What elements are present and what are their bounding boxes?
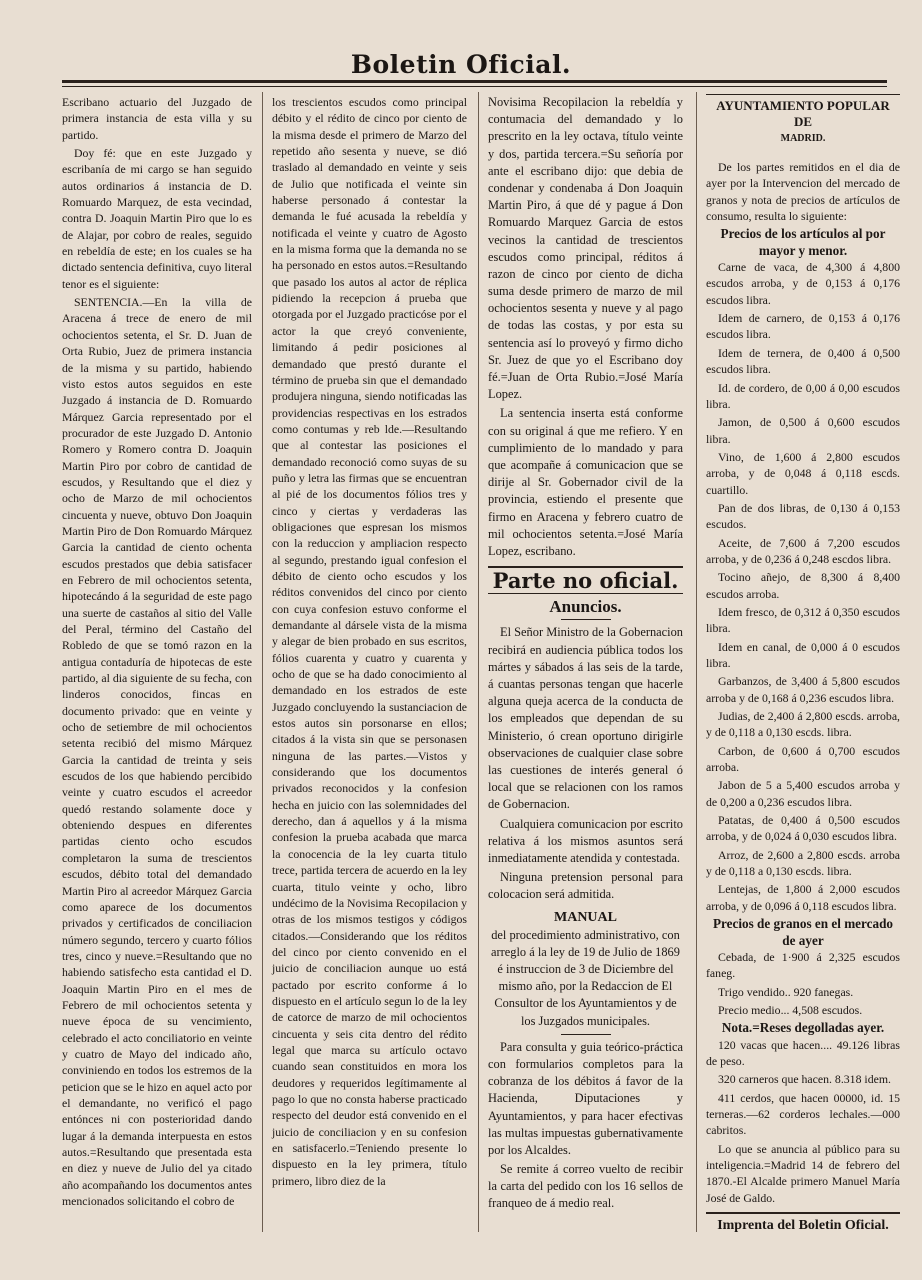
paragraph: Se remite á correo vuelto de recibir la carta del pedido con los 16 sellos de franqueo de á medio real. [488,1162,683,1211]
printer-footer: Imprenta del Boletin Oficial. [706,1212,900,1234]
price-item: Pan de dos libras, de 0,130 á 0,153 escudos. [706,500,900,532]
price-item: Id. de cordero, de 0,00 á 0,00 escudos libra. [706,380,900,411]
prices-title: Precios de los artículos al por mayor y menor. [720,226,886,258]
madrid-heading: MADRID. [780,132,826,144]
manual-text: del procedimiento administrativo, con arreglo á la ley de 19 de Julio de 1869 é instruccion de 3 de Diciembre del mismo año, por la Redaccion de El Consultor de los Ayuntamientos y de los Juzgados municipales. [491,927,680,1028]
nota-item: 320 carneros que hacen. 8.318 idem. [718,1072,891,1087]
column-divider [262,92,263,1232]
price-item: Tocino añejo, de 8,300 á 8,400 escudos arroba. [706,570,900,601]
granos-item: Trigo vendido.. 920 fanegas. [718,984,854,999]
paragraph: Doy fé: que en este Juzgado y escribanía de mi cargo se han seguido autos ordinarios á instancia de D. Romuardo Marquez, de esta vecindad, contra D. Joaquin Martin Piro que lo es de Alajar, por cobro de reales, seguido en rebeldía de este; en los cuales se ha dictado sentencia definitiva, cuyo literal tenor es el siguiente: [62,146,252,291]
nota-title: Nota.=Reses degolladas ayer. [721,1020,885,1036]
paragraph: los trescientos escudos como principal débito y el rédito de cinco por ciento de la misma desde el primero de Marzo del repetido año sesenta y nueve, se dió traslado al demandado en veinte y seis de Julio que notificada el veinte sin haberse personado á contestar la demanda le fué acusada la rebeldía y notificada el veinte y cuatro de Agosto en la misma forma que la demanda no se ha personado en estos autos.=Resultando que pasado los autos al actor de réplica pidiendo la recepcion á prueba que otorgada por el Juzgado practicóse por el actor la que creyó conveniente, limitando á pedir posiciones al demandado que prestó durante el término de prueba sin que el demandado produjera ninguna, siendo notificadas las providencias respectivas en los estrados como contumas y reb lde.—Resultando que al contestar las posiciones el demandado reconoció como suyas de su puño y letra las firmas que se encuentran al pié de los documentos fólios tres y cinco y ciertas y verdaderas las obligaciones que espresan los mismos con la reduccion y ampliacion respecto al segundo, prestando igual confesion el débito de ciento ocho escudos y los réditos convenidos del cinco por ciento con cuya confesion estuvo conforme el demandante al dársele vista de la misma y alegar de bien probado en sus escritos, fólios cuarenta y cuatro y cuarenta y ocho de que se ha dado conocimiento al demandado en los estrados de este Juzgado concluyendo la sustanciacion de estos autos sin porsonarse en ellos; citados á la vista sin que se personasen ninguna de las partes.—Vistos y considerando que los documentos privados reconocidos y la confesion hecha en juicio con las solemnidades del derecho, dan á aquellos y á la misma confesion la prueba acabada que marca la conocencia de la ley cuarta titulo trece, partida tercera de acuerdo en la ley cuarta, titulo veinte y ocho, libro undécimo de la Novisima Recopilacion y otras de los mismos testigos y códigos citados.—Considerando que los réditos del cinco por ciento convenido en el juicio de conciliacion aunque uo está pactado por escrito conforme á lo dispuesto en el artículo segun lo de la ley de catorce de marzo de mil ochocientos cincuenta y seis cita dentro del rédito legal que marca su artículo octavo cuando sean constituidos en mora los deudores y requeridos legítimamente al pago lo que no consta haberse practicado respecto del deudor está convenido en el juicio de conciliacion y en su confesion en satisfacerlo.=Teniendo presente lo dispuesto en la ley primera, título primero, libro diez de la [272,95,467,1188]
price-item: Lentejas, de 1,800 á 2,000 escudos arroba, y de 0,096 á 0,118 escudos libra. [706,882,900,913]
price-item: Patatas, de 0,400 á 0,500 escudos arroba, y de 0,024 á 0,030 escudos libra. [706,813,900,844]
granos-title: Precios de granos en el mercado de ayer [712,916,894,948]
price-item: Carbon, de 0,600 á 0,700 escudos arroba. [706,743,900,775]
header-rule-thin [62,86,887,87]
paragraph: Para consulta y guia teórico-práctica con formularios completos para la cobranza de los débitos á favor de la Hacienda, Diputaciones y Ayuntamientos, y para hacer efectivas las multas impuestas gubernativamente por los Alcaldes. [488,1039,683,1157]
price-item: Jamon, de 0,500 á 0,600 escudos libra. [706,415,900,446]
paragraph: La sentencia inserta está conforme con su original á que me refiero. Y en cumplimiento de lo mandado y para que acompañe á comunicacion que se dirije al Sr. Gobernador civil de la provincia, estiendo el presente que firmo en Aracena y febrero cuatro de mil ochocientos setenta.=José María Lopez, escribano. [488,406,683,558]
paragraph: Novisima Recopilacion la rebeldía y contumacia del demandado y lo prescrito en la ley octava, título veinte y dos, partida tercera.=Su señoría por ante el escribano dijo: que debia de condenar y condenaba á Don Joaquin Martin Piro, á que dé y pague á Don Romuardo Marquez Garcia de estos vecinos la cantidad de trescientos escudos como principal, réditos á razon de cinco por ciento de dicha suma desde primero de marzo de mil ochocientos sesenta y nueve y al pago de todas las costas, y por esta su sentencia así lo proveyó y firmo dicho Sr. Juez de que yo el Escribano doy fé.=Juan de Orta Rubio.=José María Lopez. [488,95,683,402]
ayuntamiento-heading: AYUNTAMIENTO POPULAR DE [706,94,900,131]
price-item: Judias, de 2,400 á 2,800 escds. arroba, y de 0,118 a 0,130 escds. libra. [706,709,900,740]
nota-item: 411 cerdos, que hacen 00000, id. 15 terneras.—62 corderos lechales.—000 cabritos. [706,1090,900,1138]
price-item: Idem en canal, de 0,000 á 0 escudos libra. [706,639,900,670]
paragraph: El Señor Ministro de la Gobernacion recibirá en audiencia pública todos los mártes y sábados á las seis de la tarde, á cuantas personas tengan que hacerle alguna queja acerca de la conducta de los empleados que dependan de su Ministerio, ó crean oportuno dirigirle observaciones de cualquier clase sobre las cuestiones de interés general ó local que se relacionen con los ramos de Gobernacion. [488,625,683,812]
section-title: Parte no oficial. [488,566,683,594]
price-item: Jabon de 5 a 5,400 escudos arroba y de 0,200 a 0,236 escudos libra. [706,778,900,809]
column-4 [706,94,900,1208]
closing-paragraph: Lo que se anuncia al público para su inteligencia.=Madrid 14 de febrero del 1870.-El Alcalde primero Manuel María José de Galdo. [706,1141,900,1205]
price-item: Aceite, de 7,600 á 7,200 escudos arroba, y de 0,236 á 0,248 escdos libra. [706,535,900,566]
price-item: Carne de vaca, de 4,300 á 4,800 escudos arroba, y de 0,153 á 0,176 escudos libra. [706,260,900,307]
paragraph: SENTENCIA.—En la villa de Aracena á trece de enero de mil ochocientos setenta, el Sr. D. Juan de Orta Rubio, Juez de primera instancia de la misma y su partido, habiendo visto estos autos seguidos en este Juzgado á instancia de D. Romuardo Márquez Garcia representado por el procurador de este Juzgado D. Antonio Romero y Romero contra D. Joaquin Martin Piro por cobro de cantidad de escudos, y Resultando que el diez y ocho de Marzo de mil ochocientos cincuenta y nueve, obtuvo Don Joaquin Martin Piro de Don Romuardo Márquez Garcia la cantidad de ciento ochenta escudos prestados que debia satisfacer en Febrero de mil ochocientos setenta, hipotecándo á la seguridad de este pago una suerte de castaños al sitio del Valle del Peral, término del Castaño del Robledo de que se tomó razon en la antigua contaduría de hipotecas de este partido, al dia siguiente de su fecha, con linderos conocidos, fincas en documento privado: que en veinte y ocho de setiembre de mil ochocientos setenta recibió del mismo Márquez Garcia la cantidad de treinta y seis escudos de los que habiendo percibido veinte y cuatro escudos el acreedor quedó restando solamente doce y obteniendo despues en diferentes partidas ciento ocho escudos completaron la suma de trescientos escudos, débito total del demandado Martin Piro al acreedor Márquez Garcia como aparece de los documentos privados y certificados de conciliacion número segundo, tercero y cuarto fólios tres, cinco y nueve.=Resultando que no habiendo satisfecho esta cantidad el D. Joaquin Martin Piro en el mes de Febrero de mil ochocientos setenta y nueve época de su vencimiento, celebrado el acto conciliatorio en veinte y cuatro de Mayo del indicado año, conviniendo en todos los estremos de la peticion que se le hizo en aquel acto por el demandante, no verificó el pago entónces ni con posterioridad dando lugar á la demanda interpuesta en estos autos.=Resultando que presentada esta en diez y nueve de Julio del ya citado año acompañando los documentos antes mencionados solicitando el cobro de [62,295,252,1209]
price-item: Arroz, de 2,600 a 2,800 escds. arroba y de 0,118 a 0,130 escds. libra. [706,847,900,879]
column-3 [488,94,683,1215]
page-title: Boletin Oficial. [350,50,572,79]
paragraph: Escribano actuario del Juzgado de primera instancia de esta villa y su partido. [62,95,252,142]
paragraph: Ninguna pretension personal para colocacion será admitida. [488,870,683,902]
column-divider [696,92,697,1232]
manual-title: MANUAL [554,910,617,926]
price-item: Idem de ternera, de 0,400 á 0,500 escudos libra. [706,345,900,377]
paragraph: De los partes remitidos en el dia de ayer por la Intervencion del mercado de granos y nota de precios de artículos de consumo, resulta lo siguiente: [706,160,900,224]
price-item: Idem de carnero, de 0,153 á 0,176 escudos libra. [706,311,900,342]
header-rule [62,80,887,83]
column-1 [62,94,252,1211]
granos-item: Cebada, de 1·900 á 2,325 escudos faneg. [706,949,900,981]
anuncios-title: Anuncios. [549,597,622,617]
column-2 [272,94,467,1191]
nota-item: 120 vacas que hacen.... 49.126 libras de peso. [706,1037,900,1068]
column-divider [478,92,479,1232]
granos-item: Precio medio... 4,508 escudos. [718,1002,863,1017]
price-item: Garbanzos, de 3,400 á 5,800 escudos arroba y de 0,168 á 0,236 escudos libra. [706,674,900,705]
short-rule [561,1034,611,1035]
price-item: Idem fresco, de 0,312 á 0,350 escudos libra. [706,604,900,636]
price-item: Vino, de 1,600 á 2,800 escudos arroba, y de 0,048 á 0,118 escds. cuartillo. [706,449,900,497]
paragraph: Cualquiera comunicacion por escrito relativa á los mismos asuntos será inmediatamente atendida y contestada. [488,816,683,865]
short-rule [561,619,611,620]
